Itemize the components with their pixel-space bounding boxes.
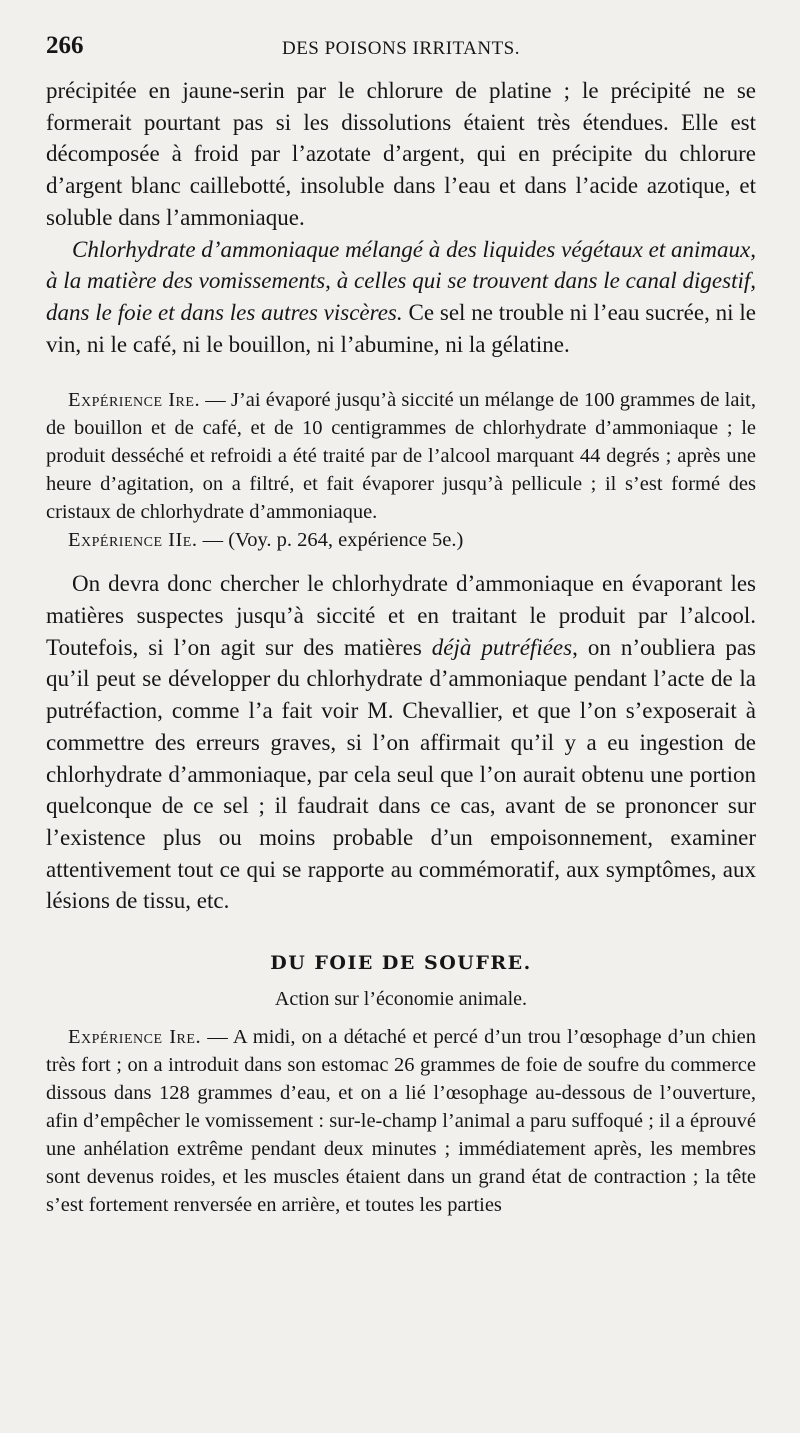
- italic-heading: Chlorhydrate d’ammoniaque mélangé à des liquides végétaux et animaux, à la matière des vomissements, à celles qui se trouvent dans le canal digestif, dans le foie et dans les autres viscères.: [46, 236, 756, 325]
- section-title: DU FOIE DE SOUFRE.: [270, 952, 532, 975]
- experiment-label: Expérience IIe.: [68, 529, 198, 552]
- page-body: [46, 75, 756, 1219]
- experiment-text: — J’ai évaporé jusqu’à siccité un mélange de 100 grammes de lait, de bouillon et de café, et de 10 centigrammes de chlorhydrate d’ammoniaque ; le produit desséché et refroidi a été traité par de l’alcool marquant 44 degrés ; après une heure d’agitation, on a filtré, et fait évaporer jusqu’à pellicule ; il s’est formé des cristaux de chlorhydrate d’ammoniaque.: [46, 389, 756, 524]
- paragraph-text: , on n’oubliera pas qu’il peut se développer du chlorhydrate d’ammoniaque pendant l’acte de la putréfaction, comme l’a fait voir M. Chevallier, et que l’on s’exposerait à commettre des erreurs graves, si l’on affirmait qu’il y a eu ingestion de chlorhydrate d’ammoniaque, par cela seul que l’on aurait obtenu une portion quelconque de ce sel ; il faudrait dans ce cas, avant de se prononcer sur l’existence plus ou moins probable d’un empoisonnement, examiner attentivement tout ce qui se rapporte au commémoratif, aux symptômes, aux lésions de tissu, etc.: [46, 634, 756, 914]
- section-subtitle: Action sur l’économie animale.: [274, 988, 528, 1011]
- experiment-label: Expérience Ire.: [68, 1026, 202, 1049]
- experiment-2: [46, 526, 756, 554]
- experiment-text: — (Voy. p. 264, expérience 5e.): [197, 529, 464, 552]
- paragraph-text: On devra donc chercher le chlorhydrate d’ammoniaque en évaporant les matières suspectes jusqu’à siccité et en traitant le produit par l’alcool. Toutefois, si l’on agit sur des matières: [46, 571, 756, 660]
- paragraph-mixed-liquids: [46, 234, 756, 361]
- running-title: DES POISONS IRRITANTS.: [281, 38, 521, 59]
- page-header: [46, 32, 756, 64]
- paragraph-ammonium-precipitate: précipitée en jaune-serin par le chlorure de platine ; le précipité ne se formerait pourtant pas si les dissolutions étaient très étendues. Elle est décomposée à froid par l’azotate d’argent, qui en précipite du chlorure d’argent blanc caillebotté, insoluble dans l’eau et dans l’acide azotique, et soluble dans l’ammoniaque.: [46, 78, 756, 230]
- italic-phrase: déjà putréfiées: [431, 634, 573, 660]
- paragraph-text: Ce sel ne trouble ni l’eau sucrée, ni le vin, ni le café, ni le bouillon, ni l’abumine, ni la gélatine.: [46, 299, 756, 357]
- experiment-1: [46, 386, 756, 526]
- paragraph-search-method: [46, 568, 756, 917]
- page-number: 266: [46, 32, 84, 59]
- experiment-3: [46, 1023, 756, 1219]
- experiment-text: — A midi, on a détaché et percé d’un trou l’œsophage d’un chien très fort ; on a introduit dans son estomac 26 grammes de foie de soufre du commerce dissous dans 128 grammes d’eau, et on a lié l’œsophage au-dessous de l’ouverture, afin d’empêcher le vomissement : sur-le-champ l’animal a paru suffoqué ; il a éprouvé une anhélation extrême pendant deux minutes ; immédiatement après, les membres sont devenus roides, et les muscles étaient dans un grand état de contraction ; la tête s’est fortement renversée en arrière, et toutes les parties: [46, 1026, 756, 1217]
- experiment-label: Expérience Ire.: [68, 389, 201, 412]
